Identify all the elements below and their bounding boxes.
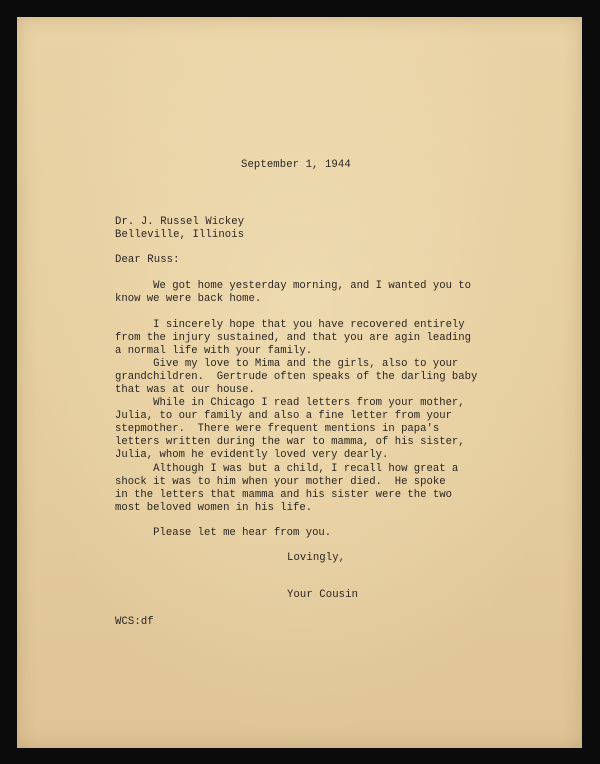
- paragraph-line: know we were back home.: [115, 293, 262, 305]
- paragraph-1: [115, 280, 471, 306]
- paragraph-line: Give my love to Mima and the girls, also to your: [115, 358, 459, 370]
- letter-page: [17, 17, 582, 748]
- letter-date: September 1, 1944: [241, 159, 351, 171]
- salutation: Dear Russ:: [115, 254, 180, 266]
- paragraph-line: Please let me hear from you.: [115, 527, 332, 539]
- paragraph-line: a normal life with your family.: [115, 345, 313, 357]
- paragraph-2: [115, 319, 471, 358]
- paragraph-line: Julia, whom he evidently loved very dearly.: [115, 449, 389, 461]
- recipient-name: Dr. J. Russel Wickey: [115, 216, 245, 228]
- paragraph-line: I sincerely hope that you have recovered entirely: [115, 319, 465, 331]
- recipient-location: Belleville, Illinois: [115, 229, 245, 241]
- paragraph-4: [115, 397, 465, 462]
- paragraph-line: most beloved women in his life.: [115, 502, 313, 514]
- closing: Lovingly,: [287, 552, 346, 564]
- paragraph-line: Julia, to our family and also a fine letter from your: [115, 410, 452, 422]
- paragraph-line: shock it was to him when your mother died. He spoke: [115, 476, 446, 488]
- paragraph-line: We got home yesterday morning, and I wanted you to: [115, 280, 472, 292]
- paragraph-line: grandchildren. Gertrude often speaks of the darling baby: [115, 371, 478, 383]
- paragraph-line: stepmother. There were frequent mentions in papa's: [115, 423, 440, 435]
- paragraph-line: While in Chicago I read letters from your mother,: [115, 397, 465, 409]
- paragraph-line: letters written during the war to mamma, of his sister,: [115, 436, 465, 448]
- paragraph-6: [115, 527, 331, 540]
- paragraph-line: in the letters that mamma and his sister were the two: [115, 489, 452, 501]
- paragraph-3: [115, 358, 477, 397]
- paragraph-5: [115, 463, 458, 515]
- typist-initials: WCS:df: [115, 616, 154, 628]
- paragraph-line: that was at our house.: [115, 384, 255, 396]
- paragraph-line: from the injury sustained, and that you are agin leading: [115, 332, 472, 344]
- signature: Your Cousin: [287, 589, 359, 601]
- paragraph-line: Although I was but a child, I recall how great a: [115, 463, 459, 475]
